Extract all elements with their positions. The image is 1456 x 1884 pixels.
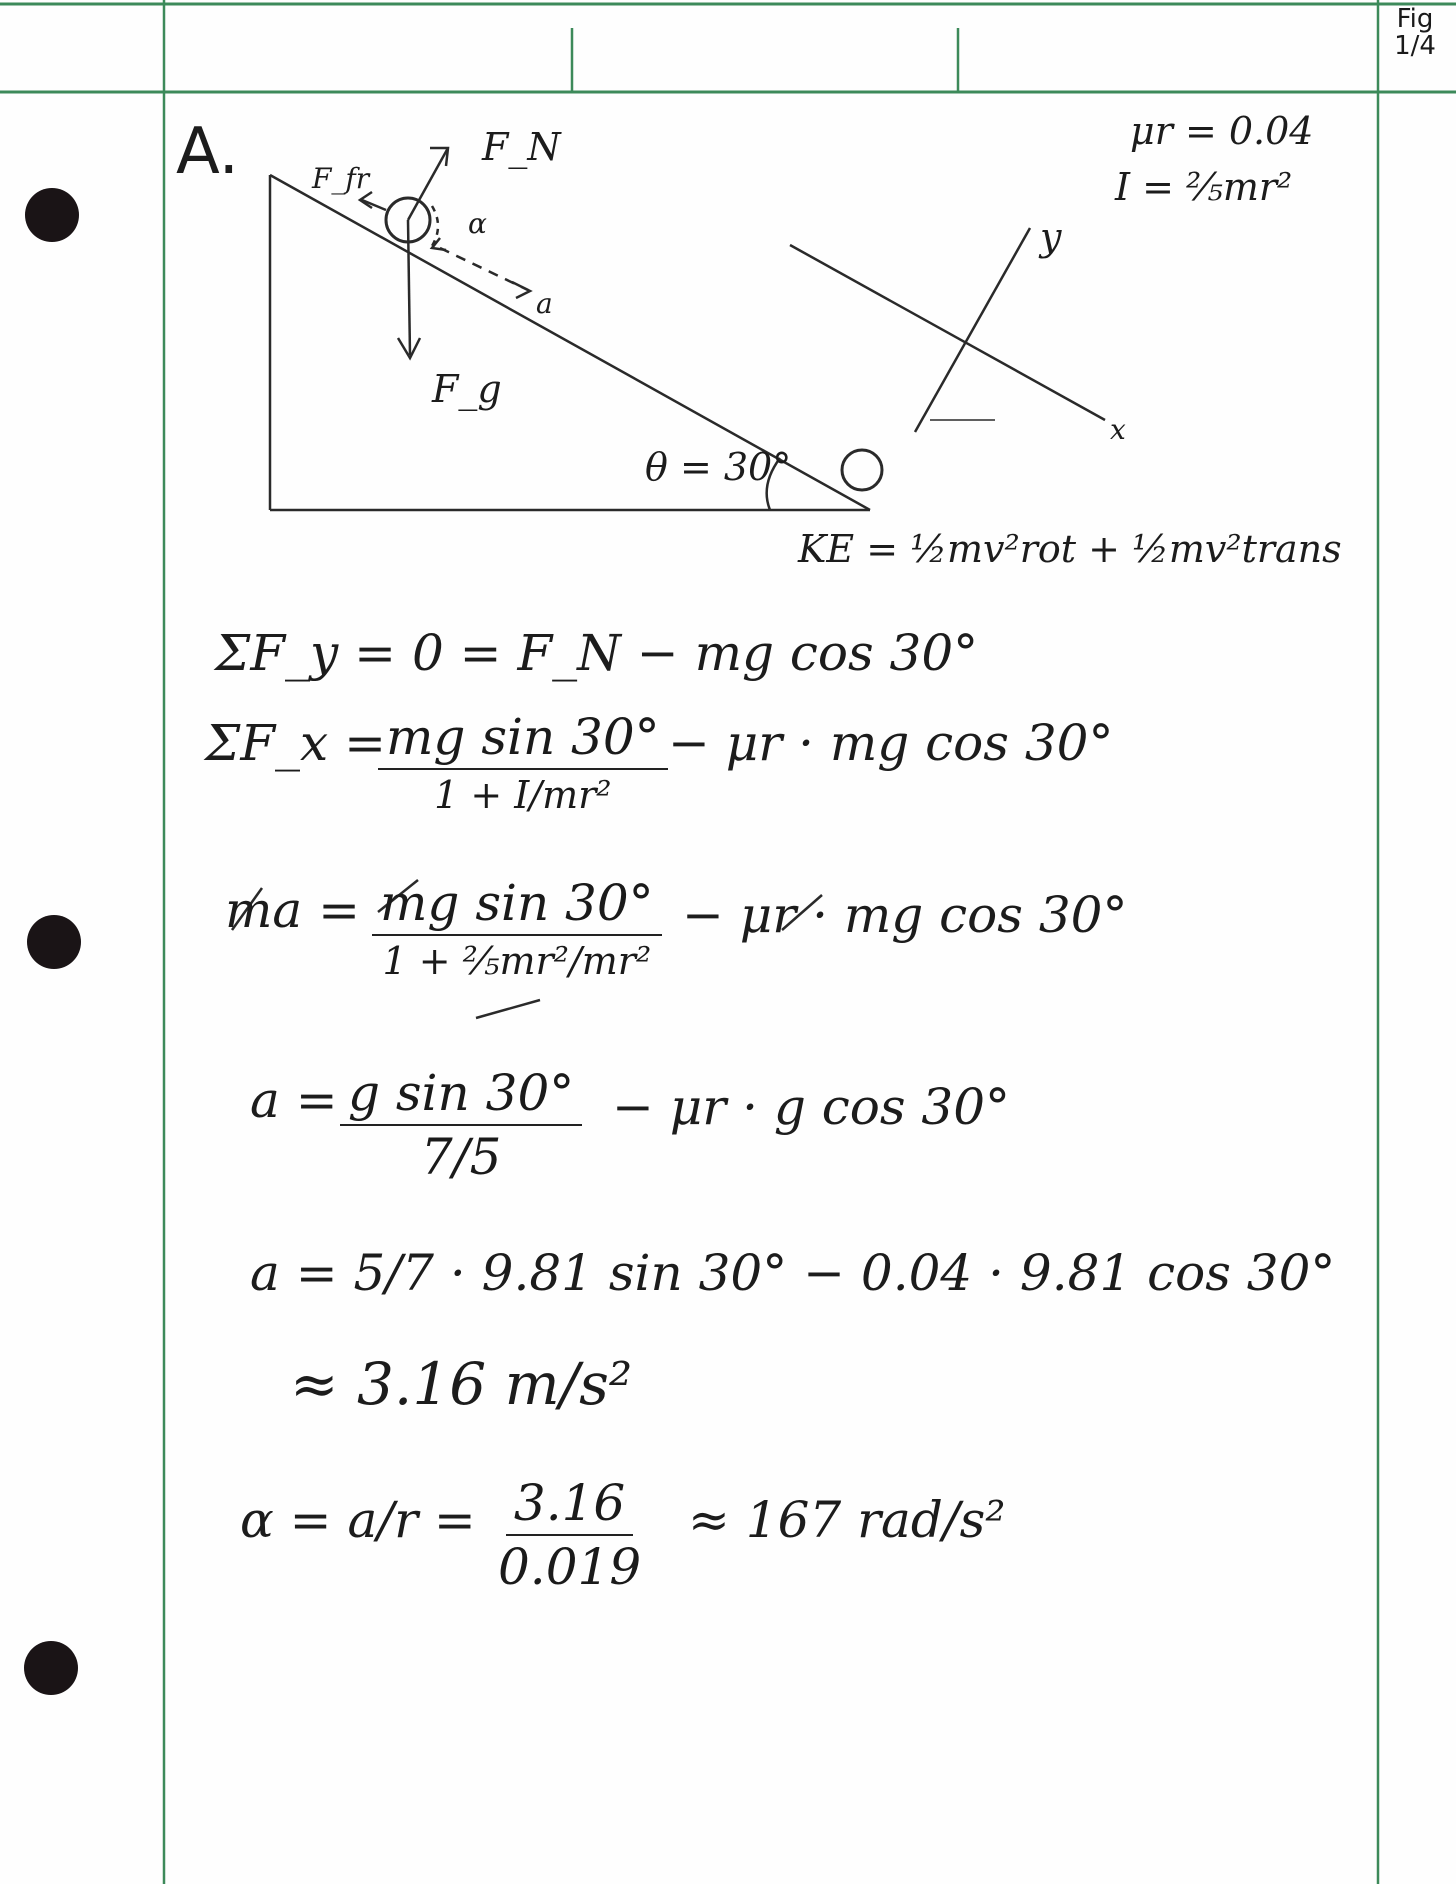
punch-hole-top (25, 188, 79, 242)
figure-tag-label: Fig (1396, 4, 1434, 34)
ball-bottom (842, 450, 882, 490)
alpha-numerator: 3.16 (506, 1478, 633, 1536)
sum-fx-left: ΣF_x = (205, 714, 387, 772)
moment-of-inertia: I = ⅖mr² (1115, 165, 1293, 209)
figure-tag-page: 1/4 (1394, 31, 1436, 62)
punch-hole-bottom (24, 1641, 78, 1695)
acceleration-arrowhead (512, 282, 530, 298)
x-axis-line (790, 245, 1105, 420)
punch-hole-middle (27, 915, 81, 969)
a1-denominator: 7/5 (420, 1128, 502, 1186)
kinetic-energy-equation: KE = ½mv²rot + ½mv²trans (798, 527, 1342, 571)
alpha-fraction (498, 1474, 642, 1596)
gravity-force-arrow (408, 220, 410, 355)
ma-denominator: 1 + ⅖mr²/mr² (382, 939, 652, 983)
angle-label: θ = 30° (645, 445, 792, 489)
sum-fx-numerator: mg sin 30° (378, 712, 668, 770)
sum-fx-denominator: 1 + I/mr² (434, 773, 612, 817)
alpha-label: α (468, 207, 487, 240)
acceleration-label: a (536, 287, 553, 320)
ma-right: − μr · mg cos 30° (682, 886, 1128, 944)
alpha-left: α = a/r = (240, 1491, 476, 1549)
cancel-mr2-den (476, 1000, 540, 1018)
sum-fx-right: − μr · mg cos 30° (668, 714, 1114, 772)
ma-left: ma = (225, 881, 361, 939)
a1-left: a = (250, 1071, 338, 1129)
alpha-arrowhead (432, 238, 446, 250)
y-axis-line (915, 228, 1030, 432)
friction-force-label: F_fr (312, 162, 370, 195)
a-numeric-equation: a = 5/7 · 9.81 sin 30° − 0.04 · 9.81 cos 30° (250, 1244, 1336, 1302)
part-label: A. (176, 115, 239, 189)
figure-tag (1385, 6, 1445, 61)
a1-numerator: g sin 30° (340, 1068, 582, 1126)
a1-right: − μr · g cos 30° (612, 1078, 1011, 1136)
a1-fraction (340, 1064, 582, 1186)
gravity-force-label: F_g (432, 367, 502, 411)
acceleration-result: ≈ 3.16 m/s² (290, 1350, 633, 1418)
normal-force-label: F_N (482, 125, 561, 169)
y-axis-label: y (1040, 215, 1062, 259)
x-axis-label: x (1110, 413, 1126, 446)
sum-fy-equation: ΣF_y = 0 = F_N − mg cos 30° (215, 624, 979, 682)
ma-fraction (372, 874, 662, 983)
sum-fx-fraction (378, 708, 668, 817)
alpha-denominator: 0.019 (498, 1538, 642, 1596)
friction-coefficient: μr = 0.04 (1130, 109, 1314, 153)
ma-numerator: mg sin 30° (372, 878, 662, 936)
angular-acceleration-result: ≈ 167 rad/s² (688, 1491, 1006, 1549)
